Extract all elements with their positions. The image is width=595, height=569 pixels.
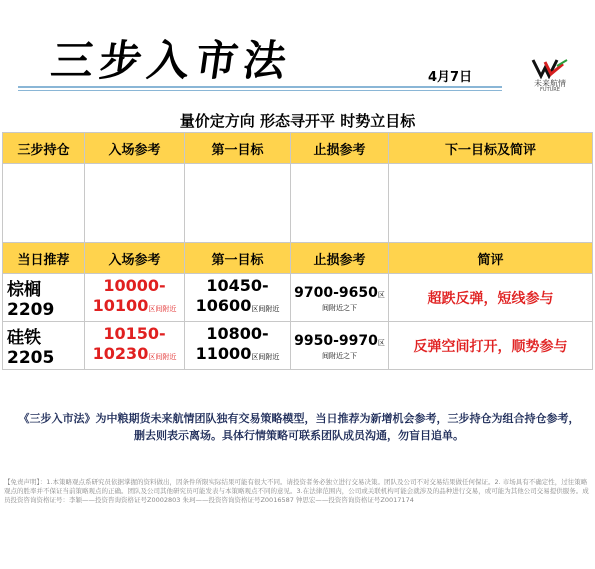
page-title: 三步入市法 — [48, 36, 296, 85]
report-date: 4月7日 — [428, 70, 473, 85]
header-rule-bottom — [18, 90, 502, 91]
recommend-header-cell: 止损参考 — [291, 243, 389, 274]
entry-value-high: 10230 — [92, 344, 149, 363]
target-cell — [185, 322, 291, 370]
table-row — [3, 274, 593, 322]
comment-cell: 反弹空间打开，顺势参与 — [389, 322, 593, 370]
entry-suffix: 区间附近 — [148, 353, 177, 361]
holdings-header-cell: 下一目标及简评 — [389, 133, 593, 164]
subtitle: 量价定方向 形态寻开平 时势立目标 — [179, 112, 416, 130]
entry-value-low: 10000- — [103, 276, 166, 295]
contract-name: 棕榈2209 — [3, 274, 85, 322]
target-value-high: 11000 — [195, 344, 252, 363]
stop-value: 9700-9650 — [294, 285, 378, 301]
entry-value-high: 10100 — [92, 296, 149, 315]
entry-suffix: 区间附近 — [148, 305, 177, 313]
entry-value-high-line — [85, 344, 184, 367]
target-value-high-line — [185, 296, 290, 319]
stop-value: 9950-9970 — [294, 333, 378, 349]
stop-suffix-a: 区 — [377, 339, 385, 347]
holdings-empty-row — [3, 164, 593, 243]
target-value-low: 10800- — [206, 324, 269, 343]
entry-value-high-line — [85, 296, 184, 319]
holdings-header-cell: 入场参考 — [85, 133, 185, 164]
recommend-header-cell: 入场参考 — [85, 243, 185, 274]
recommend-header-row — [3, 243, 593, 274]
holdings-header-cell: 三步持仓 — [3, 133, 85, 164]
recommend-table — [2, 242, 593, 370]
target-cell — [185, 274, 291, 322]
logo-text: 未来航情 — [534, 79, 566, 88]
recommend-header-cell: 第一目标 — [185, 243, 291, 274]
logo-subtext: FUTURE — [540, 87, 560, 93]
entry-cell — [85, 274, 185, 322]
table-cell — [389, 164, 593, 243]
holdings-header-row — [3, 133, 593, 164]
stop-line — [291, 330, 388, 351]
holdings-header-cell: 第一目标 — [185, 133, 291, 164]
header-rule-top — [18, 86, 502, 88]
target-value-low: 10450- — [206, 276, 269, 295]
stop-cell — [291, 274, 389, 322]
comment-cell: 超跌反弹，短线参与 — [389, 274, 593, 322]
stop-suffix-b: 间附近之下 — [322, 352, 357, 360]
target-value-high: 10600 — [195, 296, 252, 315]
entry-cell — [85, 322, 185, 370]
table-cell — [3, 164, 85, 243]
stop-cell — [291, 322, 389, 370]
table-row — [3, 322, 593, 370]
contract-name: 硅铁2205 — [3, 322, 85, 370]
stop-suffix-a: 区 — [377, 291, 385, 299]
recommend-header-cell: 简评 — [389, 243, 593, 274]
holdings-table — [2, 132, 593, 243]
table-cell — [85, 164, 185, 243]
recommend-header-cell: 当日推荐 — [3, 243, 85, 274]
target-suffix: 区间附近 — [251, 305, 280, 313]
stop-suffix-b: 间附近之下 — [322, 304, 357, 312]
holdings-header-cell: 止损参考 — [291, 133, 389, 164]
strategy-note: 《三步入市法》为中粮期货未来航情团队独有交易策略模型，当日推荐为新增机会参考，三步持仓为组合持仓参考，删去则表示离场。具体行情策略可联系团队成员沟通，勿盲目追单。 — [18, 412, 580, 442]
entry-value-low: 10150- — [103, 324, 166, 343]
table-cell — [185, 164, 291, 243]
disclaimer: 【免责声明】：1.本策略观点系研究员依据掌握的资料做出，因条件所限实际结果可能有很大不同。请投资者务必独立进行交易决策。团队及公司不对交易结果做任何保证。2. 市场具有不确定性，过往策略观点的胜率并不保证当前策略观点的正确。团队及公司其他研究员可能发表与本策略观点不同的意见。3.在法律范围内，公司或关联机构可能会就涉及的品种进行交易，或可能为其他公司交易提供服务。成员投资咨询资格证号：李颖——投资咨询资格证号Z0002803 朱珂——投资咨询资格证号Z0016587 钟思宏——投资咨询资格证号Z0017174 — [4, 478, 589, 504]
stop-line — [291, 282, 388, 303]
table-cell — [291, 164, 389, 243]
target-suffix: 区间附近 — [251, 353, 280, 361]
target-value-high-line — [185, 344, 290, 367]
